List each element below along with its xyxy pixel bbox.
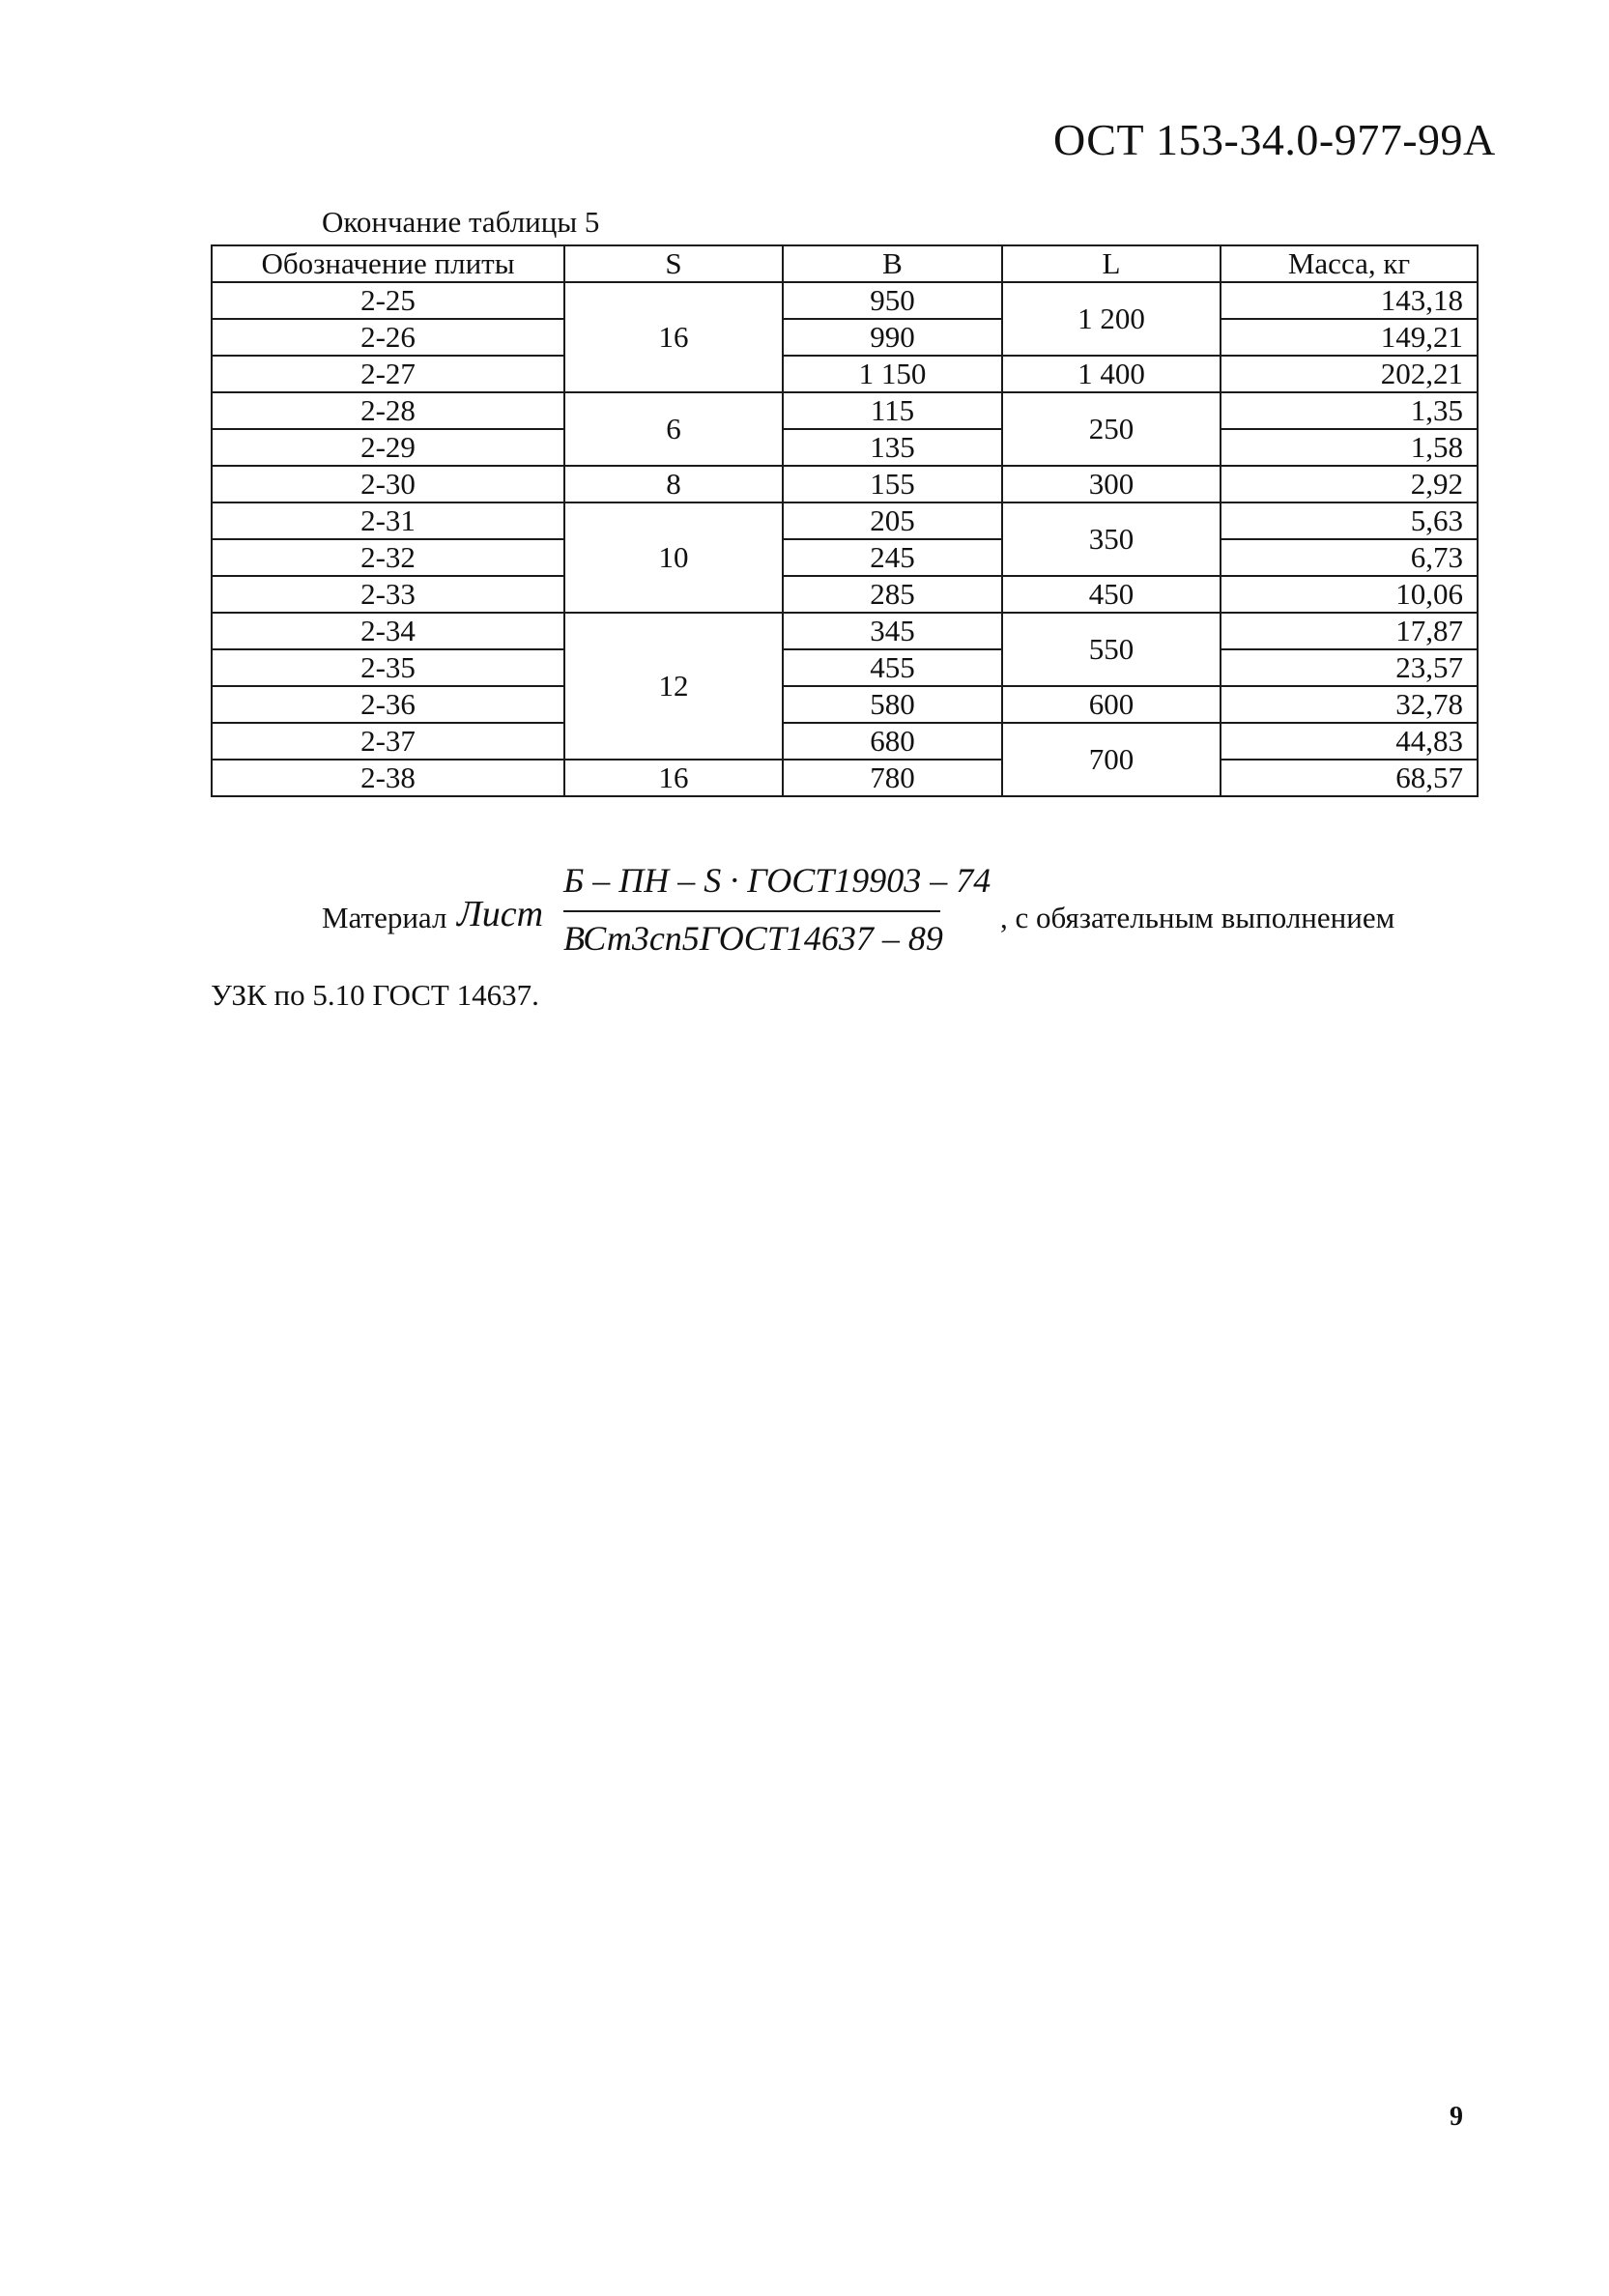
table-row	[212, 539, 1478, 576]
l-cell: 450	[1002, 576, 1221, 613]
l-cell: 600	[1002, 686, 1221, 723]
mass-cell: 23,57	[1221, 649, 1478, 686]
table-caption: Окончание таблицы 5	[322, 205, 600, 239]
b-cell: 245	[783, 539, 1002, 576]
table-row	[212, 502, 1478, 539]
designation-cell: 2-25	[212, 282, 564, 319]
b-cell: 580	[783, 686, 1002, 723]
l-cell: 250	[1002, 392, 1221, 466]
table-row	[212, 466, 1478, 502]
document-code: ОСТ 153-34.0-977-99А	[1053, 115, 1496, 164]
mass-cell: 32,78	[1221, 686, 1478, 723]
s-cell: 10	[564, 502, 783, 613]
material-label: Материал	[322, 901, 447, 934]
formula-lead: Лист	[457, 894, 544, 934]
table-row	[212, 649, 1478, 686]
designation-cell: 2-30	[212, 466, 564, 502]
l-cell: 350	[1002, 502, 1221, 576]
b-cell: 115	[783, 392, 1002, 429]
b-cell: 155	[783, 466, 1002, 502]
mass-cell: 202,21	[1221, 356, 1478, 392]
material-tail: , с обязательным выполнением	[1000, 901, 1395, 934]
l-cell: 700	[1002, 723, 1221, 796]
table-row	[212, 282, 1478, 319]
l-cell: 300	[1002, 466, 1221, 502]
b-cell: 950	[783, 282, 1002, 319]
table-row	[212, 723, 1478, 760]
designation-cell: 2-37	[212, 723, 564, 760]
designation-cell: 2-33	[212, 576, 564, 613]
table-header-row	[212, 245, 1478, 282]
b-cell: 990	[783, 319, 1002, 356]
table-row	[212, 686, 1478, 723]
formula-numerator: Б – ПН – S · ГОСТ19903 – 74	[563, 861, 991, 900]
header-l: L	[1002, 245, 1221, 282]
designation-cell: 2-32	[212, 539, 564, 576]
material-formula	[457, 852, 991, 968]
s-cell: 16	[564, 282, 783, 392]
mass-cell: 6,73	[1221, 539, 1478, 576]
designation-cell: 2-26	[212, 319, 564, 356]
s-cell: 16	[564, 760, 783, 796]
b-cell: 345	[783, 613, 1002, 649]
mass-cell: 68,57	[1221, 760, 1478, 796]
mass-cell: 5,63	[1221, 502, 1478, 539]
designation-cell: 2-31	[212, 502, 564, 539]
designation-cell: 2-35	[212, 649, 564, 686]
mass-cell: 10,06	[1221, 576, 1478, 613]
b-cell: 205	[783, 502, 1002, 539]
l-cell: 550	[1002, 613, 1221, 686]
b-cell: 285	[783, 576, 1002, 613]
table-row	[212, 576, 1478, 613]
designation-cell: 2-27	[212, 356, 564, 392]
page-number: 9	[1450, 2102, 1463, 2132]
s-cell: 12	[564, 613, 783, 760]
header-s: S	[564, 245, 783, 282]
mass-cell: 44,83	[1221, 723, 1478, 760]
table-row	[212, 429, 1478, 466]
l-cell: 1 400	[1002, 356, 1221, 392]
designation-cell: 2-29	[212, 429, 564, 466]
mass-cell: 1,35	[1221, 392, 1478, 429]
mass-cell: 143,18	[1221, 282, 1478, 319]
formula-denominator: ВСт3сп5ГОСТ14637 – 89	[563, 919, 943, 958]
designation-cell: 2-34	[212, 613, 564, 649]
mass-cell: 1,58	[1221, 429, 1478, 466]
table-row	[212, 760, 1478, 796]
table-row	[212, 392, 1478, 429]
table-row	[212, 319, 1478, 356]
material-continuation: УЗК по 5.10 ГОСТ 14637.	[211, 978, 539, 1012]
designation-cell: 2-28	[212, 392, 564, 429]
designation-cell: 2-38	[212, 760, 564, 796]
fraction-bar	[563, 910, 940, 912]
plate-dimensions-table	[211, 244, 1479, 797]
header-designation: Обозначение плиты	[212, 245, 564, 282]
mass-cell: 149,21	[1221, 319, 1478, 356]
table-row	[212, 356, 1478, 392]
l-cell: 1 200	[1002, 282, 1221, 356]
mass-cell: 17,87	[1221, 613, 1478, 649]
designation-cell: 2-36	[212, 686, 564, 723]
b-cell: 135	[783, 429, 1002, 466]
b-cell: 680	[783, 723, 1002, 760]
s-cell: 8	[564, 466, 783, 502]
s-cell: 6	[564, 392, 783, 466]
header-mass: Масса, кг	[1221, 245, 1478, 282]
b-cell: 1 150	[783, 356, 1002, 392]
b-cell: 780	[783, 760, 1002, 796]
mass-cell: 2,92	[1221, 466, 1478, 502]
b-cell: 455	[783, 649, 1002, 686]
table-row	[212, 613, 1478, 649]
header-b: B	[783, 245, 1002, 282]
